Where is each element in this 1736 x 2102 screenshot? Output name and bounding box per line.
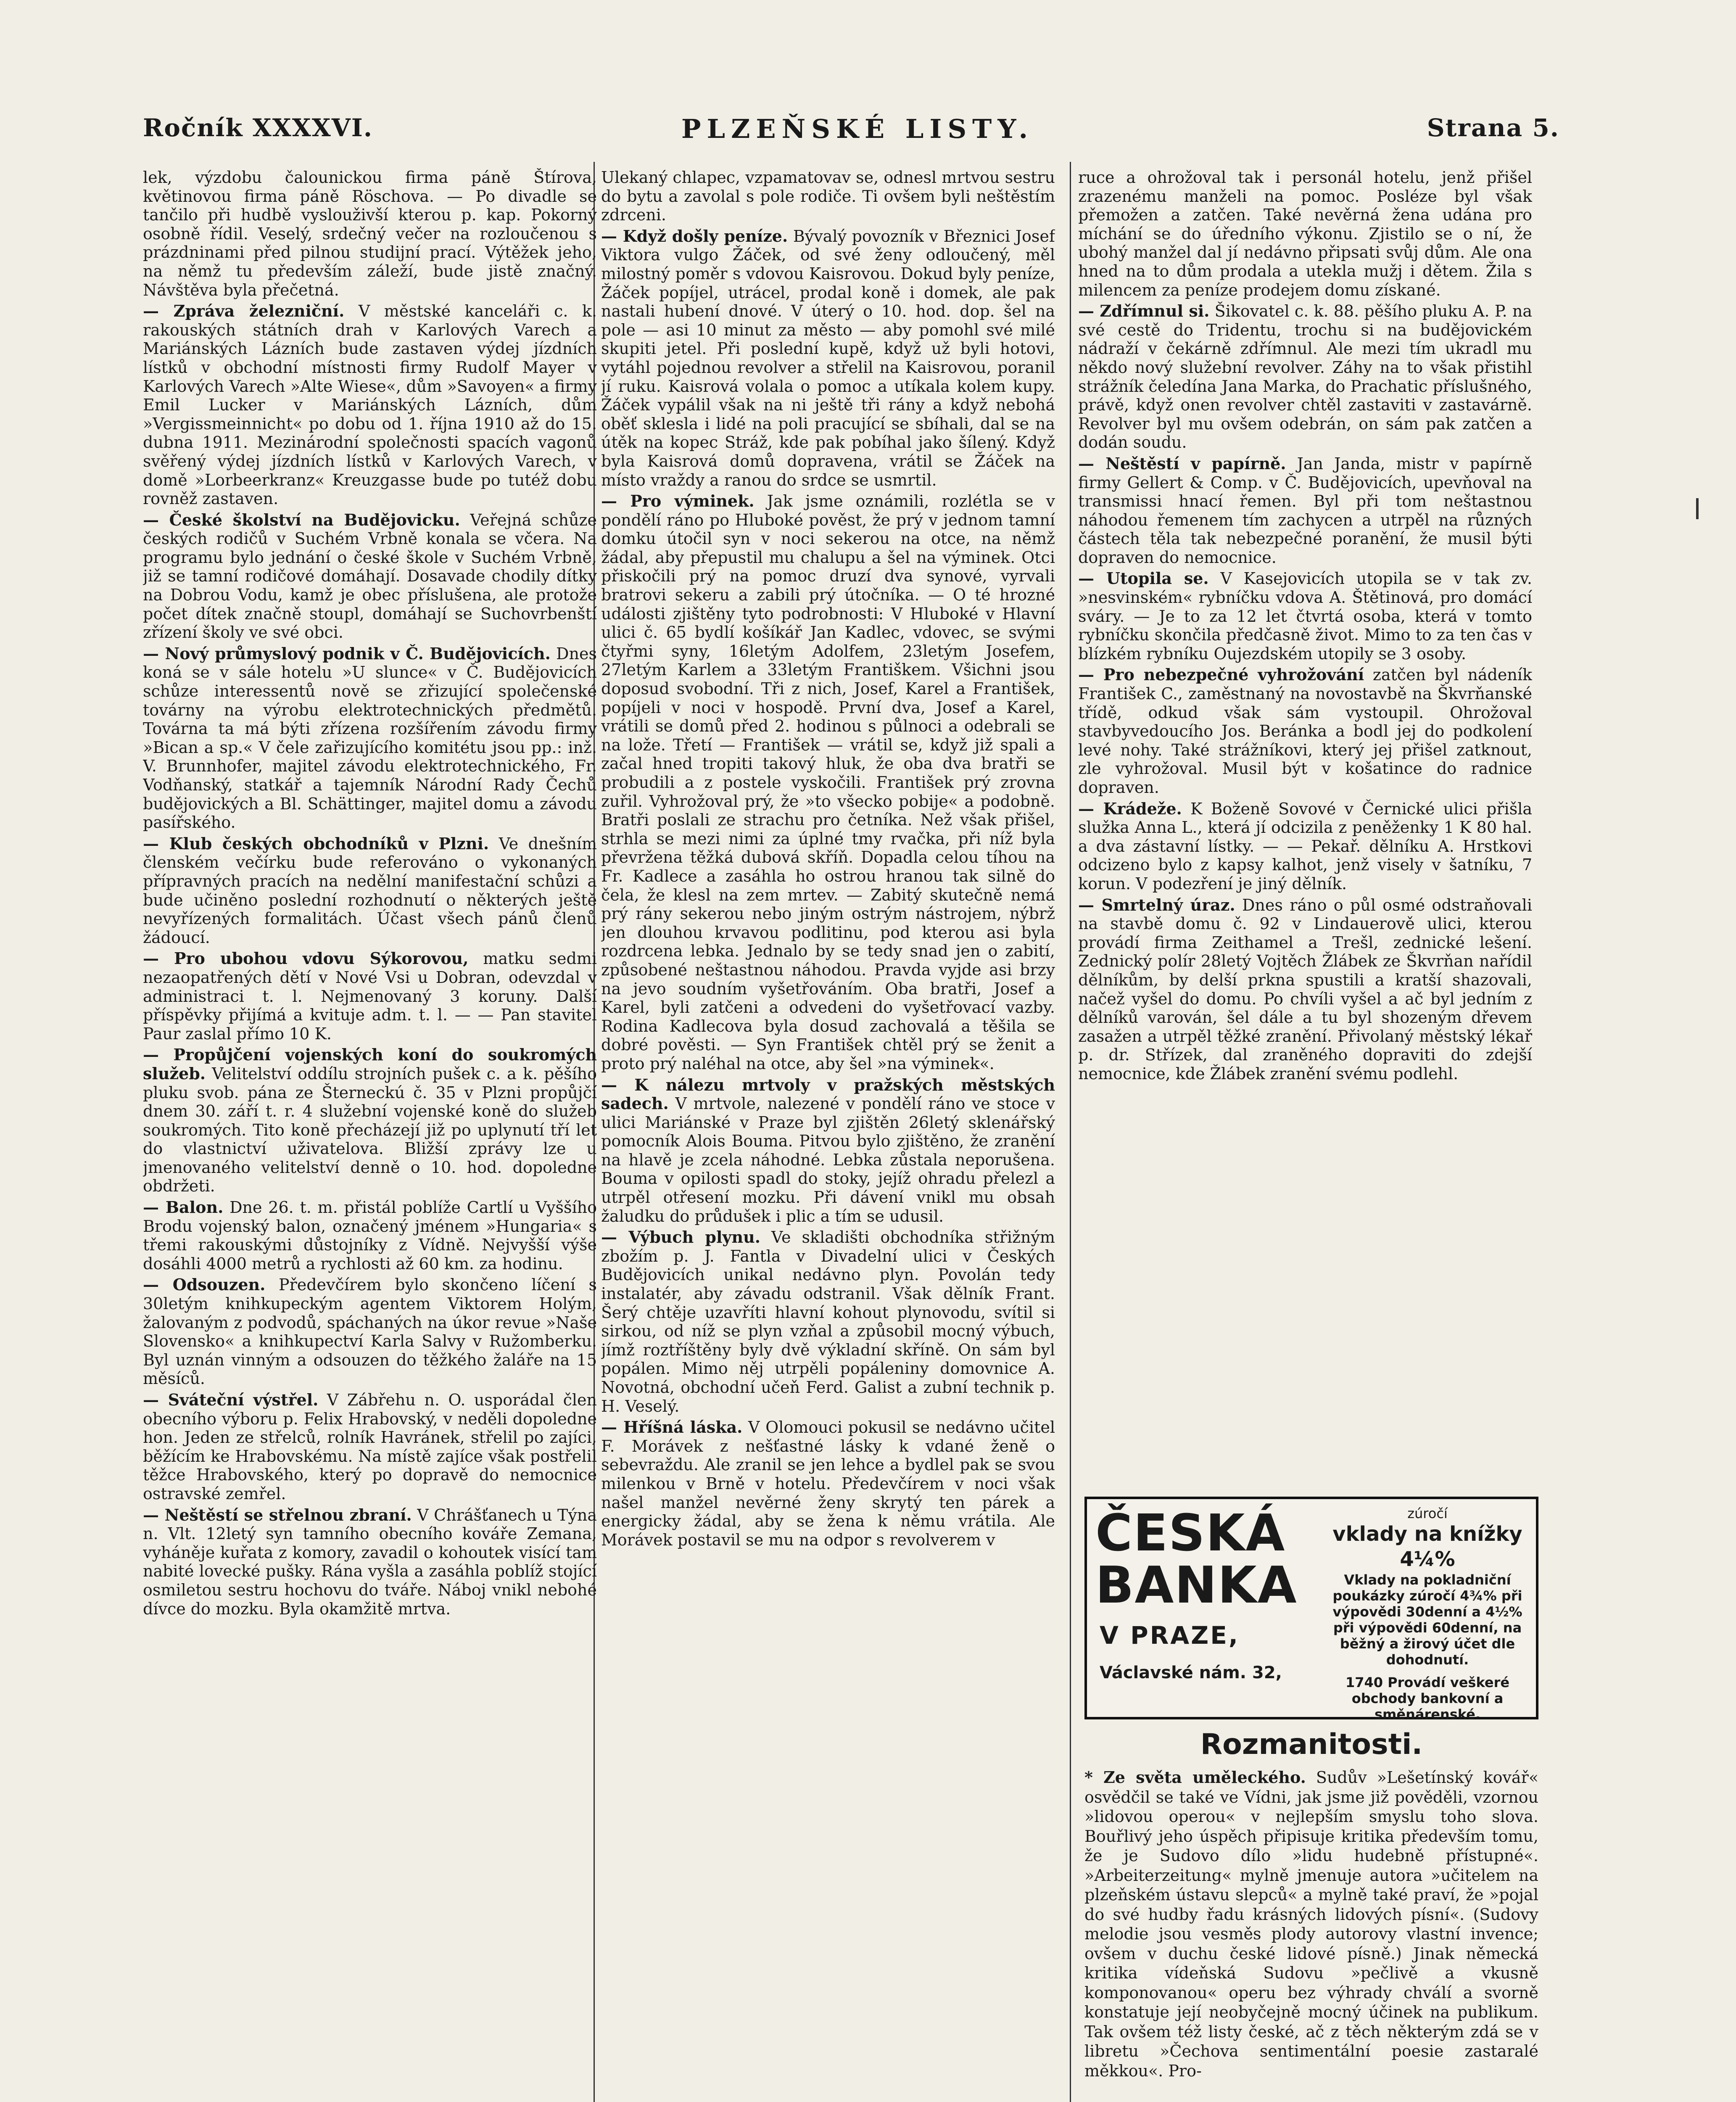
article-headline: — Odsouzen. — [143, 1275, 266, 1294]
article-headline: — Pro ubohou vdovu Sýkorovou, — [143, 949, 469, 968]
article — [143, 949, 597, 1043]
article-headline: — České školství na Budějovicku. — [143, 510, 460, 529]
article-headline: — Zdřímnul si. — [1078, 301, 1210, 321]
article-text: Předevčírem bylo skončeno líčení s 30letým knihkupeckým agentem Viktorem Holým, žalovaným z podvodů, spáchaných na úkor revue »Naše Slovensko« a knihkupectví Karla Salvy v Ružomberku. Byl uznán vinným a odsouzen do těžkého žaláře na 15 měsíců. — [143, 1275, 597, 1388]
article — [1084, 1768, 1538, 2081]
article-text: Sudův »Lešetínský kovář« osvědčil se také ve Vídni, jak jsme již pověděli, vzornou »lidovou operou« v nejlepším smyslu toho slova. Bouřlivý jeho úspěch připisuje kritika především tomu, že je Sudovo dílo »lidu hudebně přístupné«. »Arbeiterzeitung« mylně jmenuje autora »učitelem na plzeňském ústavu slepců« a mylně také praví, že »pojal do své hudby řadu krásných lidových písní«. (Sudovy melodie jsou vesměs plody autorovy vlastní invence; ovšem v duchu české lidové písně.) Jinak německá kritika vídeňská Sudovu »pečlivě a vkusně komponovanou« operu bez výhrady chválí a svorně konstatuje její neobyčejně mocný účinek na publikum. Tak ovšem též listy české, ač z těch některým zdá se v libretu »Čechova sentimentální poesie zastaralé měkkou«. Pro- — [1084, 1768, 1538, 2080]
article — [1078, 665, 1532, 797]
article-headline: — K nálezu mrtvoly v pražských městských sadech. — [601, 1075, 1055, 1113]
article-headline: — Propůjčení vojenských koní do soukromých služeb. — [143, 1045, 597, 1083]
article-headline: — Klub českých obchodníků v Plzni. — [143, 834, 489, 853]
article-text: lek, výzdobu čalounickou firma páně Štírova, květinovou firma páně Röschova. — Po divadle se tančilo při hudbě vyslouživší kterou p. kap. Pokorný osobně řídil. Veselý, srdečný večer na rozloučenou s prázdninami před pilnou studijní prací. Výtěžek jeho, na němž tu především záleží, bude jistě značný. Návštěva byla přečetná. — [143, 168, 597, 299]
column-2 — [601, 168, 1055, 2102]
article-text: Velitelství oddílu strojních pušek c. a k. pěšího pluku svob. pána ze Šterneckú č. 35 v Plzni propůjčí dnem 30. září t. r. 4 služební vojenské koně do služeb soukromých. Tito koně přecházejí již po uplynutí tří let do vlastnictví uživatelova. Bližší zprávy lze u jmenovaného velitelství denně o 10. hod. dopoledne obdržeti. — [143, 1064, 597, 1196]
ad-body: Vklady na pokladniční poukázky zúročí 4¾% při výpovědi 30denní a 4½% při výpovědi 60denní, na běžný a žirový účet dle dohodnutí. — [1332, 1572, 1522, 1668]
ad-address: Václavské nám. 32, — [1100, 1663, 1282, 1682]
masthead — [143, 114, 1559, 147]
article-headline: — Utopila se. — [1078, 569, 1209, 588]
article-text: Dnes ráno o půl osmé odstraňovali na stavbě domu č. 92 v Lindauerově ulici, kterou provádí firma Zeithamel a Trešl, zednické lešení. Zednický polír 28letý Vojtěch Žlábek ze Škvrňan nařídil dělníkům, by delší prkna spustili a kratší shazovali, načež vyšel do domu. Po chvíli vyšel a ač byl jedním z dělníků varován, šel dále a tu byl shozeným dřevem zasažen a utrpěl těžké zranění. Přivolaný městský lékař p. dr. Střízek, dal zraněného dopraviti do zdejší nemocnice, kde Žlábek zranění svému podlehl. — [1078, 895, 1532, 1083]
ad-brand: ČESKÁ BANKA — [1095, 1504, 1298, 1615]
article-text: Bývalý povozník v Březnici Josef Viktora vulgo Žáček, od své ženy odloučený, měl milostný poměr s vdovou Kaisrovou. Dokud byly peníze, Žáček popíjel, utrácel, prodal koně i domek, ale pak nastali hubení dnové. V úterý o 10. hod. dop. šel na pole — asi 10 minut za město — aby pomohl své milé skupiti jetel. Při poslední kupě, když už byli hotovi, vytáhl pojednou revolver a střelil na Kaisrovou, poranil jí ruku. Kaisrová volala o pomoc a utíkala kolem kupy. Žáček vypálil však na ni ještě tři rány a když nebohá oběť sklesla i lidé na poli pracující se sbíhali, dal se na útěk na kopec Stráž, kde pak pobíhal jako šílený. Když byla Kaisrová domů dopravena, vrátil se Žáček na místo vraždy a ranou do srdce se usmrtil. — [601, 227, 1055, 489]
ad-city: V PRAZE, — [1100, 1621, 1240, 1650]
page-number: Strana 5. — [1427, 114, 1559, 142]
article-headline: — Výbuch plynu. — [601, 1228, 760, 1247]
article — [143, 1198, 597, 1273]
article — [143, 1275, 597, 1388]
article — [1078, 800, 1532, 893]
article-headline: — Nový průmyslový podnik v Č. Budějovicích. — [143, 644, 551, 663]
article-text: K Boženě Sovové v Černické ulici přišla služka Anna L., která jí odcizila z peněženky 1 K 80 hal. a dva zástavní lístky. — — Pekař. dělníku A. Hrstkovi odcizeno bylo z kapsy kalhot, jenž visely v šatníku, 7 korun. V podezření je jiný dělník. — [1078, 799, 1532, 893]
advertisement-ceska-banka — [1084, 1497, 1538, 1722]
article-text: matku sedmi nezaopatřených dětí v Nové Vsi u Dobran, odevzdal v administraci t. l. Nejmenovaný 3 koruny. Další příspěvky přijímá a kvituje adm. t. l. — — Pan stavitel Paur zaslal přímo 10 K. — [143, 949, 597, 1043]
article-headline: — Krádeže. — [1078, 799, 1182, 818]
article — [1078, 302, 1532, 452]
article-text: Ulekaný chlapec, vzpamatovav se, odnesl mrtvou sestru do bytu a zavolal s pole rodiče. Ti ovšem byli neštěstím zdrceni. — [601, 168, 1055, 224]
article-text: V městské kanceláři c. k. rakouských státních drah v Karlových Varech a Mariánských Lázních bude zastaven výdej jízdních lístků v obchodní místnosti firmy Rudolf Mayer v Karlových Varech »Alte Wiese«, dům »Savoyen« a firmy Emil Lucker v Mariánských Lázních, dům »Vergissmeinnicht« po dobu od 1. října 1910 až do 15. dubna 1911. Mezinárodní společnosti spacích vagonů svěřený výdej jízdních lístků v Karlových Varech, v domě »Lorbeerkranz« Kreuzgasse bude po tutéž dobu rovněž zastaven. — [143, 302, 597, 508]
article-text: Dnes koná se v sále hotelu »U slunce« v Č. Budějovicích schůze interessentů nově se zřizující společenské továrny na výrobu elektrotechnických předmětů. Továrna ta má býti zřízena rozšířením závodu firmy »Bican a sp.« V čele zařizujícího komitétu jsou pp.: inž. V. Brunnhofer, majitel závodu elektrotechnického, Fr. Vodňanský, statkář a tajemník Národní Rady Čechů budějovických a Bl. Schättinger, majitel domu a závodu pasířského. — [143, 644, 597, 832]
article — [1078, 168, 1532, 299]
article — [143, 1506, 597, 1619]
article-text: ruce a ohrožoval tak i personál hotelu, jenž přišel zrazenému manželi na pomoc. Posléze byl však přemožen a zatčen. Také nevěrná žena udána pro míchání se do úředního výkonu. Zjistilo se o ní, že ubohý manžel dal jí nedávno připsati svůj dům. Ale ona hned na to dům prodala a utekla mužj i dětem. Žila s milencem za peníze prodejem domu získané. — [1078, 168, 1532, 299]
article-text: Dne 26. t. m. přistál poblíže Cartlí u Vyššího Brodu vojenský balon, označený jménem »Hungaria« s třemi rakouskými důstojníky z Vídně. Nejvyšší výše dosáhli 4000 metrů a rychlosti až 60 km. za hodinu. — [143, 1198, 597, 1273]
article-text: Šikovatel c. k. 88. pěšího pluku A. P. na své cestě do Tridentu, trochu si na budějovickém nádraží v čekárně zdřímnul. Ale mezi tím ukradl mu někdo nový služební revolver. Záhy na to však přistihl strážník čeledína Jana Marka, do Prachatic příslušného, právě, když onen revolver chtěl zastaviti v zastavárně. Revolver byl mu ovšem odebrán, on sám pak zatčen a dodán soudu. — [1078, 302, 1532, 452]
article — [601, 1228, 1055, 1415]
volume-number: Ročník XXXXVI. — [143, 114, 373, 142]
article — [1078, 896, 1532, 1083]
margin-mark — [1696, 498, 1699, 519]
article-text: Jan Janda, mistr v papírně firmy Gellert & Comp. v Č. Budějovicích, upevňoval na transmissi hnací řemen. Byl při tom neštastnou náhodou řemenem tím zachycen a utrpěl na různých částech těla tak nebezpečné poranění, že musil býti dopraven do nemocnice. — [1078, 454, 1532, 567]
article — [601, 492, 1055, 1073]
article — [601, 1418, 1055, 1549]
article — [143, 168, 597, 299]
ad-code: 1740 — [1345, 1674, 1383, 1690]
article-text: zatčen byl nádeník František C., zaměstnaný na novostavbě na Škvrňanské třídě, odkud však sám vystoupil. Ohrožoval stavbyvedoucího Jos. Beránka a bodl jej do podkolení levé nohy. Také strážníkovi, který jej přišel zatknout, zle vyhrožoval. Musil být v košatince do radnice dopraven. — [1078, 665, 1532, 797]
article-headline: — Balon. — [143, 1198, 224, 1217]
article-text: Ve skladišti obchodníka střižným zbožím p. J. Fantla v Divadelní ulici v Českých Budějovicích unikal nedávno plyn. Povolán tedy instalatér, aby závadu odstranil. Však dělník Frant. Šerý chtěje uzavříti hlavní kohout plynovodu, svítil si sirkou, od níž se plyn vzňal a způsobil mocný výbuch, jímž roztříštěny byly dvě výkladní skříně. On sám byl popálen. Mimo něj utrpěli popáleniny domovnice A. Novotná, obchodní učeň Ferd. Galist a zubní technik p. H. Veselý. — [601, 1228, 1055, 1415]
article-headline: — Sváteční výstřel. — [143, 1390, 319, 1409]
article-text: V Olomouci pokusil se nedávno učitel F. Morávek z nešťastné lásky k vdané ženě o sebevraždu. Ale zranil se jen lehce a bydlel pak se svou milenkou v Brně v hotelu. Předevčírem v noci však našel manžel nevěrné ženy skrytý ten párek a energicky žádal, aby se žena k němu vrátila. Ale Morávek postavil se mu na odpor s revolverem v — [601, 1418, 1055, 1549]
column-divider — [1070, 162, 1071, 2102]
article-headline: — Hříšná láska. — [601, 1418, 743, 1437]
article — [143, 302, 597, 508]
newspaper-title: PLZEŇSKÉ LISTY. — [681, 114, 1034, 144]
column-1 — [143, 168, 597, 2102]
article-headline: — Neštěstí se střelnou zbraní. — [143, 1505, 412, 1524]
article-headline: — Neštěstí v papírně. — [1078, 454, 1286, 473]
article-text: Ve dnešním členském večírku bude referováno o vykonaných přípravných pracích na nedělní manifestační schůzi a bude učiněno poslední rozhodnutí o některých ještě nevyřízených formalitách. Účast všech pánů členů žádoucí. — [143, 834, 597, 947]
article-text: V mrtvole, nalezené v pondělí ráno ve stoce v ulici Mariánské v Praze byl zjištěn 26letý sklenářský pomocník Alois Bouma. Pitvou bylo zjištěno, že zranění na hlavě je zcela náhodné. Lebka zůstala neporušena. Bouma v opilosti spadl do stoky, jejíž ohradu přelezl a utrpěl otřesení mozku. Při dávení vnikl mu obsah žaludku do průdušek i plic a tím se udusil. — [601, 1094, 1055, 1225]
article — [143, 511, 597, 642]
article-text: V Zábřehu n. O. usporádal člen obecního výboru p. Felix Hrabovský, v neděli dopoledne hon. Jeden ze střelců, rolník Havránek, střelil po zajíci, běžícím ke Hrabovskému. Na místě zajíce však postřelil těžce Hrabovského, který po dopravě do nemocnice ostravské zemřel. — [143, 1391, 597, 1503]
article-headline: — Smrtelný úraz. — [1078, 895, 1235, 914]
article — [143, 834, 597, 947]
article-headline: — Pro výminek. — [601, 491, 755, 511]
ad-footer: Provádí veškeré obchody bankovní a směnárenské. — [1351, 1674, 1510, 1722]
article-text: V Chrášťanech u Týna n. Vlt. 12letý syn tamního obecního kováře Zemana, vyháněje kuřata z komory, zavadil o kohoutek visící tam nabité lovecké pušky. Rána vyšla a zasáhla poblíž stojící osmiletou sestru hochovu do tváře. Náboj vnikl nebohé dívce do mozku. Byla okamžitě mrtva. — [143, 1505, 597, 1618]
article — [601, 168, 1055, 224]
article — [601, 227, 1055, 489]
article-text: Veřejná schůze českých rodičů v Suchém Vrbně konala se včera. Na programu bylo jednání o české škole v Suchém Vrbně, již se tamní rodičové domáhají. Dosavade chodily dítky na Dobrou Vodu, kamž je obec příslušena, ale protože počet dítek značně stoupl, domáhají se Suchovrbenští zřízení školy ve své obci. — [143, 510, 597, 642]
article — [1078, 569, 1532, 663]
article — [143, 1046, 597, 1196]
ad-interest-label: zúročí — [1407, 1505, 1448, 1521]
ad-rate: vklady na knížky 4¼% — [1332, 1522, 1522, 1571]
article-headline: — Když došly peníze. — [601, 226, 788, 246]
article-text: V Kasejovicích utopila se v tak zv. »nesvinském« rybníčku vdova A. Štětinová, pro domácí sváry. — Je to za 12 let čtvrtá osoba, která v tomto rybníčku skončila předčasně život. Mimo to za ten čas v blízkém rybníku Oujezdském utopily se 3 osoby. — [1078, 569, 1532, 663]
article — [143, 1391, 597, 1503]
article — [1078, 454, 1532, 567]
article — [601, 1076, 1055, 1226]
article-headline: * Ze světa uměleckého. — [1084, 1768, 1306, 1787]
article-headline: — Pro nebezpečné vyhrožování — [1078, 665, 1364, 684]
section-heading: Rozmanitosti. — [1200, 1728, 1423, 1761]
article — [143, 644, 597, 832]
article-headline: — Zpráva železniční. — [143, 301, 345, 321]
article-text: Jak jsme oznámili, rozlétla se v pondělí ráno po Hluboké pověst, že prý v jednom tamní domku útočil syn v noci sekerou na otce, na němž žádal, aby přepustil mu chalupu a šel na výminek. Otci přiskočili prý na pomoc druzí dva synové, vyrvali bratrovi sekeru a zabili prý útočníka. — O té hrozné události zjištěny tyto podrobnosti: V Hluboké v Hlavní ulici č. 65 bydlí košíkář Jan Kadlec, vdovec, se svými čtyřmi syny, 16letým Adolfem, 23letým Josefem, 27letým Karlem a 33letým Františkem. Všichni jsou doposud svobodní. Tři z nich, Josef, Karel a František, popíjeli v noci v hospodě. První dva, Josef a Karel, vrátili se domů před 2. hodinou s půlnoci a odebrali se na lože. Třetí — František — vrátil se, když již spali a začal hned tropiti takový hluk, že oba dva bratři se probudili a z postele vyskočili. František prý zrovna zuřil. Vyhrožoval prý, že »to všecko pobije« a podobně. Bratři poslali ze strachu pro četníka. Než však přišel, strhla se mezi nimi za úplné tmy rvačka, při níž byla převržena těžká dubová skříň. Dopadla celou tíhou na Fr. Kadlece a zasáhla ho ostrou hranou tak silně do čela, že klesl na zem mrtev. — Zabitý skutečně nemá prý rány sekerou nebo jiným ostrým nástrojem, nýbrž jen dlouhou krvavou podlitinu, pod kterou asi byla rozdrcena lebka. Jednalo by se tedy snad jen o zabití, způsobené neštastnou náhodou. Pravda vyjde asi brzy na jevo soudním vyšetřováním. Oba bratři, Josef a Karel, byli zatčeni a odvedeni do vyšetřovací vazby. Rodina Kadlecova byla dosud zachovalá a těšila se dobré pověsti. — Syn František chtěl prý se ženit a proto prý naléhal na otce, aby šel »na výminek«. — [601, 492, 1055, 1073]
ad-details — [1322, 1505, 1533, 1722]
